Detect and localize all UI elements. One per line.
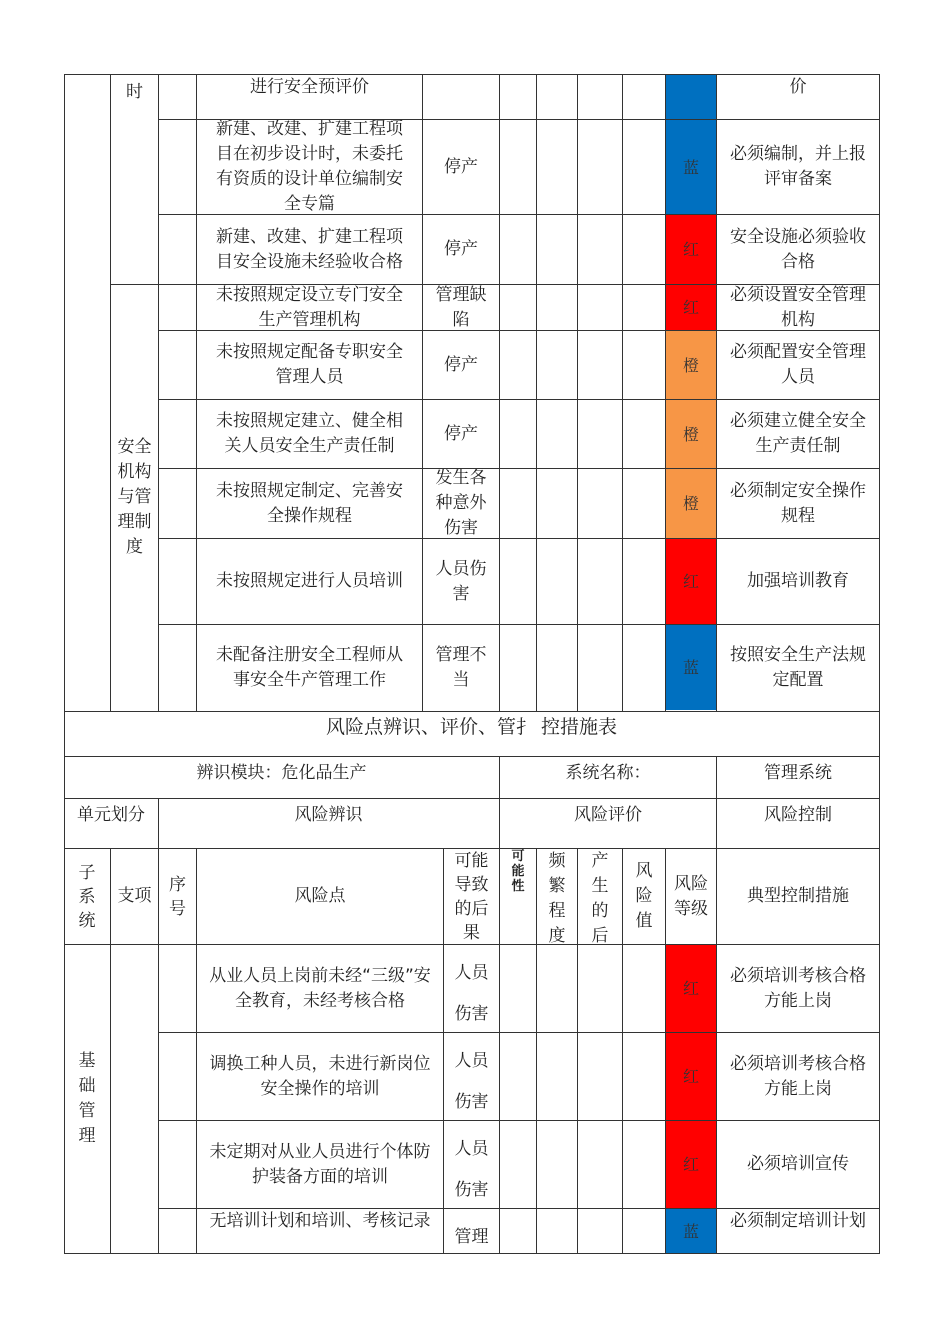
- risk-level-label: 橙: [682, 355, 699, 375]
- grid-vline: [110, 944, 111, 1254]
- risk-level-label: 橙: [682, 494, 699, 513]
- grid-vline: [536, 74, 537, 712]
- grid-vline: [158, 74, 159, 712]
- header-risk-identification: 风险辨识: [294, 804, 363, 825]
- control-measure-cell: 必须制定安全操作规程: [730, 480, 866, 526]
- header-risk-control: 风险控制: [764, 804, 832, 825]
- header-consequence: 可能导致的后果: [454, 851, 489, 943]
- module-label: 辨识模块：危化品生产: [196, 762, 367, 783]
- control-measure-cell: 必须培训考核合格方能上岗: [730, 1053, 866, 1099]
- control-measure-cell: 必须培训考核合格方能上岗: [730, 965, 866, 1011]
- header-outcome: 产生的后: [591, 851, 609, 944]
- group-org-label: 安全机构与管理制度: [117, 437, 152, 557]
- risk-level-label: 红: [682, 298, 699, 317]
- grid-vline: [64, 74, 65, 712]
- header-seq: 序号: [169, 874, 186, 919]
- control-measure-cell: 必须培训宣传: [747, 1154, 849, 1174]
- risk-level-label: 红: [682, 979, 699, 998]
- consequence-cell: 人员伤害: [435, 558, 487, 604]
- consequence-cell: 停产: [444, 423, 478, 444]
- consequence-cell: 管理: [454, 1227, 489, 1247]
- risk-point-cell: 未按照规定进行人员培训: [216, 571, 403, 591]
- grid-vline: [879, 74, 880, 712]
- risk-level-label: 蓝: [682, 658, 699, 677]
- risk-point-cell: 新建、改建、扩建工程项目在初步设计时，未委托有资质的设计单位编制安全专篇: [216, 120, 403, 214]
- consequence-cell: 停产: [444, 156, 478, 177]
- grid-vline: [499, 74, 500, 712]
- risk-point-cell: 未按照规定设立专门安全生产管理机构: [216, 285, 403, 330]
- header-subsystem: 子系统: [78, 862, 96, 931]
- risk-point-cell: 新建、改建、扩建工程项目安全设施未经验收合格: [216, 226, 403, 272]
- grid-vline: [879, 711, 880, 1254]
- risk-level-label: 橙: [682, 424, 699, 444]
- header-frequency: 频繁程度: [548, 851, 566, 944]
- consequence-cell: 管理缺陷: [435, 285, 487, 330]
- consequence-cell: 人员伤害: [454, 963, 489, 1024]
- header-item: 支项: [117, 886, 152, 906]
- risk-point-cell: 无培训计划和培训、考核记录: [209, 1211, 431, 1231]
- risk-point-cell: 从业人员上岗前未经“三级”安全教育，未经考核合格: [209, 965, 431, 1011]
- header-risk-level: 风险等级: [674, 873, 708, 919]
- system-value: 管理系统: [764, 762, 832, 783]
- risk-point-cell: 未按照规定建立、健全相关人员安全生产责任制: [216, 411, 403, 456]
- control-measure-cell: 必须建立健全安全生产责任制: [730, 411, 866, 456]
- risk-point-cell: 未按照规定配备专职安全管理人员: [216, 342, 403, 387]
- header-typical-measures: 典型控制措施: [747, 886, 849, 906]
- control-measure-cell: 加强培训教育: [747, 571, 849, 591]
- risk-point-cell: 调换工种人员，未进行新岗位安全操作的培训: [209, 1053, 431, 1099]
- control-measure-cell: 安全设施必须验收合格: [730, 226, 866, 272]
- risk-level-label: 红: [682, 1155, 699, 1174]
- control-measure-cell: 必须设置安全管理机构: [730, 285, 866, 330]
- risk-point-cell: 未配备注册安全工程师从事安全牛产管理工作: [216, 644, 403, 690]
- group-time-label: 时: [126, 81, 143, 102]
- subsystem-basic-management: 基础管理: [78, 1051, 96, 1146]
- grid-vline: [622, 74, 623, 712]
- header-risk-point: 风险点: [294, 886, 346, 906]
- risk-level-label: 蓝: [682, 157, 699, 177]
- risk-level-label: 蓝: [682, 1221, 699, 1241]
- control-measure-cell: 必须编制，并上报评审备案: [730, 144, 866, 189]
- header-risk-value: 风险值: [635, 861, 653, 931]
- control-measure-cell: 价: [789, 77, 807, 97]
- risk-point-cell: 未按照规定制定、完善安全操作规程: [216, 480, 403, 526]
- header-unit-division: 单元划分: [77, 804, 145, 825]
- consequence-cell: 人员伤害: [454, 1139, 489, 1200]
- header-possibility: 可能性: [511, 849, 525, 894]
- consequence-cell: 发生各种意外伤害: [435, 469, 487, 538]
- system-label: 系统名称：: [565, 762, 651, 783]
- risk-point-cell: 未定期对从业人员进行个体防护装备方面的培训: [209, 1141, 431, 1187]
- risk-point-cell: 进行安全预评价: [250, 77, 369, 97]
- grid-hline: [64, 1253, 880, 1254]
- risk-level-label: 红: [682, 1067, 699, 1086]
- control-measure-cell: 必须制定培训计划: [730, 1211, 866, 1231]
- control-measure-cell: 按照安全生产法规定配置: [730, 644, 866, 690]
- consequence-cell: 管理不当: [435, 644, 487, 690]
- control-measure-cell: 必须配置安全管理人员: [730, 342, 866, 387]
- consequence-cell: 停产: [444, 239, 478, 259]
- grid-vline: [577, 74, 578, 712]
- header-risk-evaluation: 风险评价: [574, 804, 642, 825]
- consequence-cell: 停产: [444, 354, 478, 375]
- risk-level-label: 红: [682, 572, 699, 591]
- consequence-cell: 人员伤害: [454, 1051, 489, 1112]
- risk-level-label: 红: [682, 240, 699, 259]
- table-title: 风险点辨识、评价、管扌 控措施表: [325, 715, 618, 738]
